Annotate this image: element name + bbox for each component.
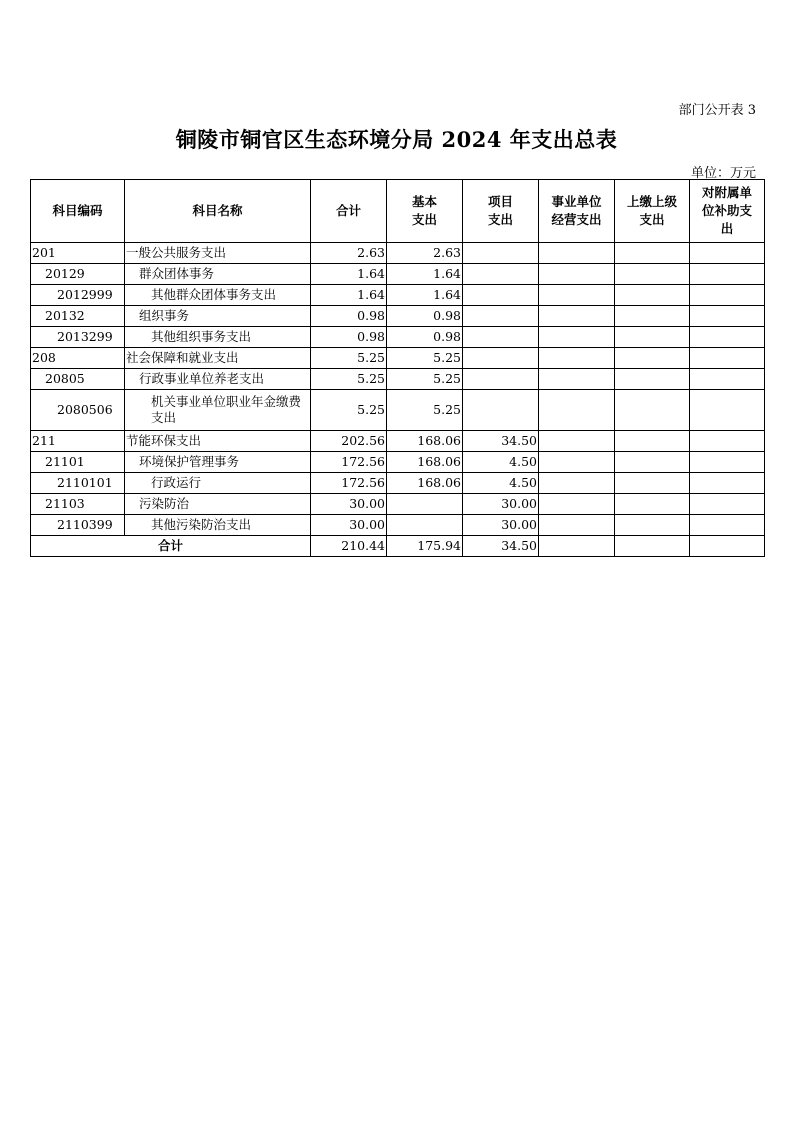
row-upper bbox=[615, 494, 690, 515]
row-basic: 168.06 bbox=[387, 452, 463, 473]
row-name: 其他污染防治支出 bbox=[125, 515, 311, 536]
row-project: 34.50 bbox=[463, 431, 539, 452]
table-header-row bbox=[31, 180, 765, 243]
row-business bbox=[539, 515, 615, 536]
row-code: 20132 bbox=[31, 306, 125, 327]
row-name: 群众团体事务 bbox=[125, 264, 311, 285]
row-code: 20805 bbox=[31, 369, 125, 390]
row-name: 一般公共服务支出 bbox=[125, 243, 311, 264]
row-business bbox=[539, 285, 615, 306]
table-row bbox=[31, 348, 765, 369]
row-project: 30.00 bbox=[463, 494, 539, 515]
row-name: 其他群众团体事务支出 bbox=[125, 285, 311, 306]
row-upper bbox=[615, 264, 690, 285]
table-row bbox=[31, 264, 765, 285]
total-label: 合计 bbox=[31, 536, 311, 557]
row-basic: 1.64 bbox=[387, 264, 463, 285]
table-row bbox=[31, 369, 765, 390]
total-subsidy bbox=[690, 536, 765, 557]
row-subsidy bbox=[690, 285, 765, 306]
row-business bbox=[539, 243, 615, 264]
row-upper bbox=[615, 327, 690, 348]
total-project: 34.50 bbox=[463, 536, 539, 557]
row-subsidy bbox=[690, 390, 765, 431]
row-basic: 5.25 bbox=[387, 390, 463, 431]
row-code: 2110101 bbox=[31, 473, 125, 494]
table-row bbox=[31, 494, 765, 515]
row-name: 社会保障和就业支出 bbox=[125, 348, 311, 369]
row-basic: 168.06 bbox=[387, 431, 463, 452]
row-business bbox=[539, 369, 615, 390]
expenditure-table bbox=[30, 179, 765, 557]
row-name: 环境保护管理事务 bbox=[125, 452, 311, 473]
row-business bbox=[539, 264, 615, 285]
row-subsidy bbox=[690, 348, 765, 369]
row-basic: 0.98 bbox=[387, 327, 463, 348]
unit-label: 单位：万元 bbox=[690, 166, 756, 181]
row-project bbox=[463, 390, 539, 431]
row-total: 30.00 bbox=[311, 494, 387, 515]
row-upper bbox=[615, 452, 690, 473]
header-upper: 上缴上级支出 bbox=[615, 180, 690, 243]
header-name: 科目名称 bbox=[125, 180, 311, 243]
row-subsidy bbox=[690, 327, 765, 348]
row-project: 4.50 bbox=[463, 452, 539, 473]
row-name: 组织事务 bbox=[125, 306, 311, 327]
row-business bbox=[539, 327, 615, 348]
row-upper bbox=[615, 431, 690, 452]
row-basic: 5.25 bbox=[387, 348, 463, 369]
row-code: 2080506 bbox=[31, 390, 125, 431]
row-code: 20129 bbox=[31, 264, 125, 285]
row-subsidy bbox=[690, 494, 765, 515]
row-code: 21101 bbox=[31, 452, 125, 473]
row-business bbox=[539, 431, 615, 452]
row-upper bbox=[615, 306, 690, 327]
row-total: 172.56 bbox=[311, 473, 387, 494]
row-business bbox=[539, 452, 615, 473]
row-code: 2110399 bbox=[31, 515, 125, 536]
table-row bbox=[31, 515, 765, 536]
header-basic: 基本支出 bbox=[387, 180, 463, 243]
row-subsidy bbox=[690, 431, 765, 452]
row-subsidy bbox=[690, 306, 765, 327]
row-basic bbox=[387, 494, 463, 515]
row-total: 0.98 bbox=[311, 327, 387, 348]
row-name: 其他组织事务支出 bbox=[125, 327, 311, 348]
row-subsidy bbox=[690, 369, 765, 390]
row-upper bbox=[615, 285, 690, 306]
page-title: 铜陵市铜官区生态环境分局 2024 年支出总表 bbox=[175, 127, 618, 152]
row-total: 5.25 bbox=[311, 369, 387, 390]
header-subsidy: 对附属单位补助支出 bbox=[690, 180, 765, 243]
table-row bbox=[31, 452, 765, 473]
row-project bbox=[463, 327, 539, 348]
row-business bbox=[539, 473, 615, 494]
row-code: 21103 bbox=[31, 494, 125, 515]
row-project bbox=[463, 264, 539, 285]
row-upper bbox=[615, 390, 690, 431]
row-total: 5.25 bbox=[311, 348, 387, 369]
row-name: 行政事业单位养老支出 bbox=[125, 369, 311, 390]
row-subsidy bbox=[690, 473, 765, 494]
row-total: 1.64 bbox=[311, 264, 387, 285]
row-upper bbox=[615, 515, 690, 536]
row-project bbox=[463, 306, 539, 327]
document-tag: 部门公开表 3 bbox=[678, 103, 756, 118]
row-basic bbox=[387, 515, 463, 536]
row-total: 30.00 bbox=[311, 515, 387, 536]
row-basic: 1.64 bbox=[387, 285, 463, 306]
row-project bbox=[463, 243, 539, 264]
row-project: 30.00 bbox=[463, 515, 539, 536]
row-subsidy bbox=[690, 264, 765, 285]
row-subsidy bbox=[690, 243, 765, 264]
table-row bbox=[31, 306, 765, 327]
row-name: 机关事业单位职业年金缴费支出 bbox=[125, 390, 311, 431]
header-code: 科目编码 bbox=[31, 180, 125, 243]
row-upper bbox=[615, 243, 690, 264]
table-row bbox=[31, 285, 765, 306]
row-project bbox=[463, 285, 539, 306]
total-upper bbox=[615, 536, 690, 557]
row-total: 1.64 bbox=[311, 285, 387, 306]
row-business bbox=[539, 348, 615, 369]
table-row bbox=[31, 390, 765, 431]
row-code: 201 bbox=[31, 243, 125, 264]
row-business bbox=[539, 390, 615, 431]
row-name: 行政运行 bbox=[125, 473, 311, 494]
row-upper bbox=[615, 369, 690, 390]
row-name: 污染防治 bbox=[125, 494, 311, 515]
row-total: 2.63 bbox=[311, 243, 387, 264]
row-name: 节能环保支出 bbox=[125, 431, 311, 452]
row-basic: 0.98 bbox=[387, 306, 463, 327]
total-basic: 175.94 bbox=[387, 536, 463, 557]
row-basic: 168.06 bbox=[387, 473, 463, 494]
row-upper bbox=[615, 473, 690, 494]
header-total: 合计 bbox=[311, 180, 387, 243]
row-code: 2012999 bbox=[31, 285, 125, 306]
row-business bbox=[539, 494, 615, 515]
row-project bbox=[463, 348, 539, 369]
row-subsidy bbox=[690, 452, 765, 473]
table-row bbox=[31, 431, 765, 452]
table-row bbox=[31, 327, 765, 348]
total-row bbox=[31, 536, 765, 557]
total-total: 210.44 bbox=[311, 536, 387, 557]
header-project: 项目支出 bbox=[463, 180, 539, 243]
row-code: 211 bbox=[31, 431, 125, 452]
row-total: 0.98 bbox=[311, 306, 387, 327]
row-total: 202.56 bbox=[311, 431, 387, 452]
row-basic: 2.63 bbox=[387, 243, 463, 264]
total-business bbox=[539, 536, 615, 557]
row-total: 5.25 bbox=[311, 390, 387, 431]
row-code: 2013299 bbox=[31, 327, 125, 348]
row-business bbox=[539, 306, 615, 327]
row-basic: 5.25 bbox=[387, 369, 463, 390]
row-total: 172.56 bbox=[311, 452, 387, 473]
row-code: 208 bbox=[31, 348, 125, 369]
row-subsidy bbox=[690, 515, 765, 536]
row-project bbox=[463, 369, 539, 390]
table-row bbox=[31, 473, 765, 494]
row-project: 4.50 bbox=[463, 473, 539, 494]
header-business: 事业单位经营支出 bbox=[539, 180, 615, 243]
row-upper bbox=[615, 348, 690, 369]
table-row bbox=[31, 243, 765, 264]
